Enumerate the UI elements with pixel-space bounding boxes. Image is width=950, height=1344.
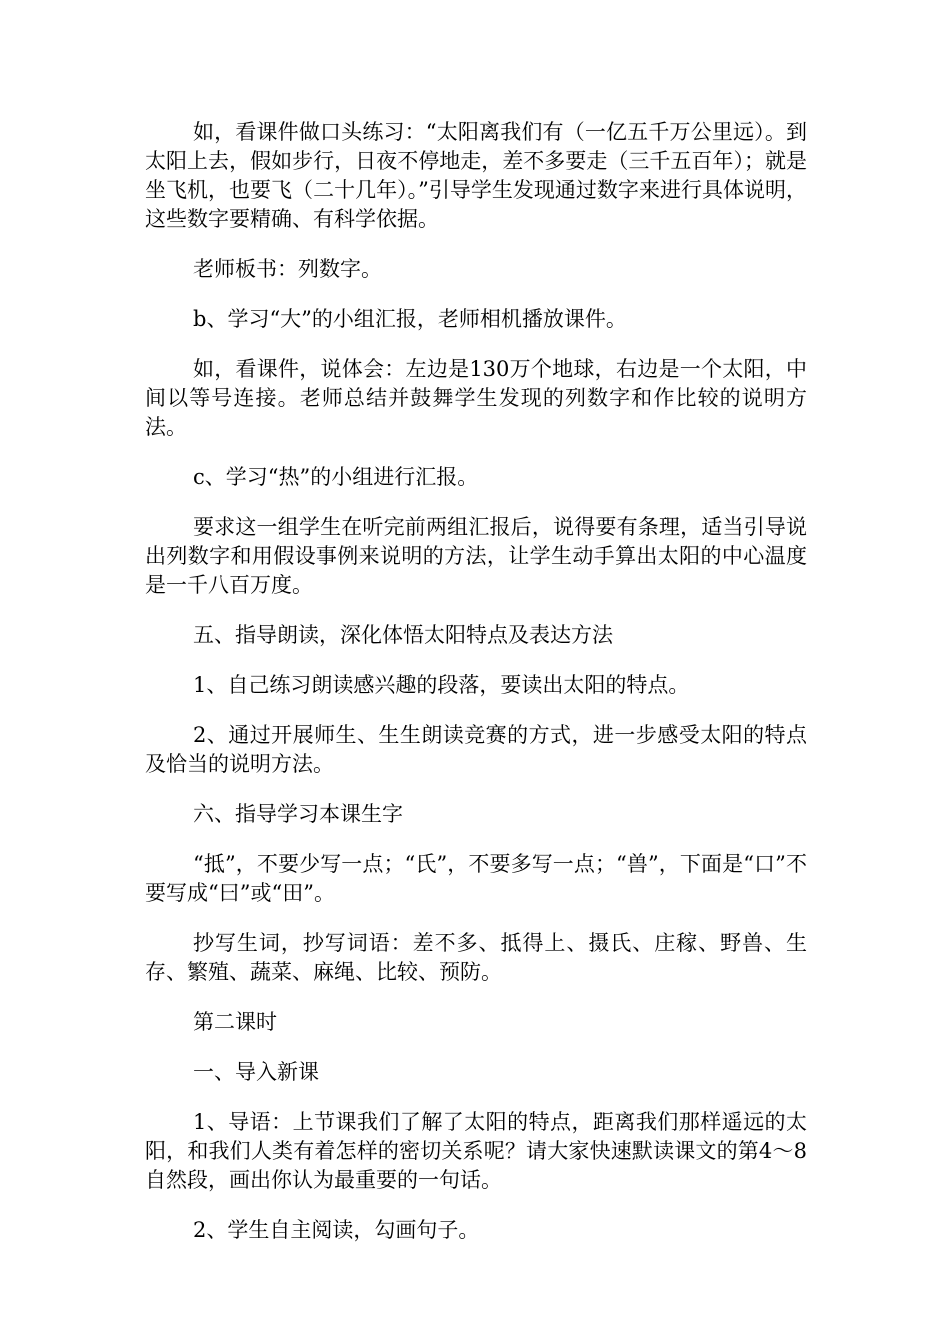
document-body bbox=[145, 118, 807, 1266]
paragraph: 1、自己练习朗读感兴趣的段落，要读出太阳的特点。 bbox=[193, 673, 690, 697]
paragraph: “抵”，不要少写一点；“氏”，不要多写一点；“兽”，下面是“口”不要写成“曰”或“田”。 bbox=[145, 852, 807, 905]
paragraph: 如，看课件，说体会：左边是130万个地球，右边是一个太阳，中间以等号连接。老师总结并鼓舞学生发现的列数字和作比较的说明方法。 bbox=[145, 357, 807, 439]
lesson-heading: 第二课时 bbox=[193, 1010, 277, 1034]
section-heading: 六、指导学习本课生字 bbox=[193, 802, 403, 826]
paragraph: 1、导语：上节课我们了解了太阳的特点，距离我们那样遥远的太阳，和我们人类有着怎样的密切关系呢？请大家快速默读课文的第4～8自然段，画出你认为最重要的一句话。 bbox=[145, 1110, 807, 1192]
paragraph: b、学习“大”的小组汇报，老师相机播放课件。 bbox=[193, 307, 627, 331]
section-heading: 五、指导朗读，深化体悟太阳特点及表达方法 bbox=[193, 623, 613, 647]
section-heading: 一、导入新课 bbox=[193, 1060, 319, 1084]
paragraph: 要求这一组学生在听完前两组汇报后，说得要有条理，适当引导说出列数字和用假设事例来说明的方法，让学生动手算出太阳的中心温度是一千八百万度。 bbox=[145, 515, 807, 597]
paragraph: 2、学生自主阅读，勾画句子。 bbox=[193, 1218, 480, 1242]
paragraph: 老师板书：列数字。 bbox=[193, 257, 382, 281]
paragraph: 如，看课件做口头练习：“太阳离我们有（一亿五千万公里远）。到太阳上去，假如步行，日夜不停地走，差不多要走（三千五百年）；就是坐飞机，也要飞（二十几年）。”引导学生发现通过数字来进行具体说明，这些数字要精确、有科学依据。 bbox=[145, 120, 807, 231]
paragraph: 抄写生词，抄写词语：差不多、抵得上、摄氏、庄稼、野兽、生存、繁殖、蔬菜、麻绳、比较、预防。 bbox=[145, 931, 807, 984]
paragraph: c、学习“热”的小组进行汇报。 bbox=[193, 465, 479, 489]
paragraph: 2、通过开展师生、生生朗读竞赛的方式，进一步感受太阳的特点及恰当的说明方法。 bbox=[145, 723, 807, 776]
